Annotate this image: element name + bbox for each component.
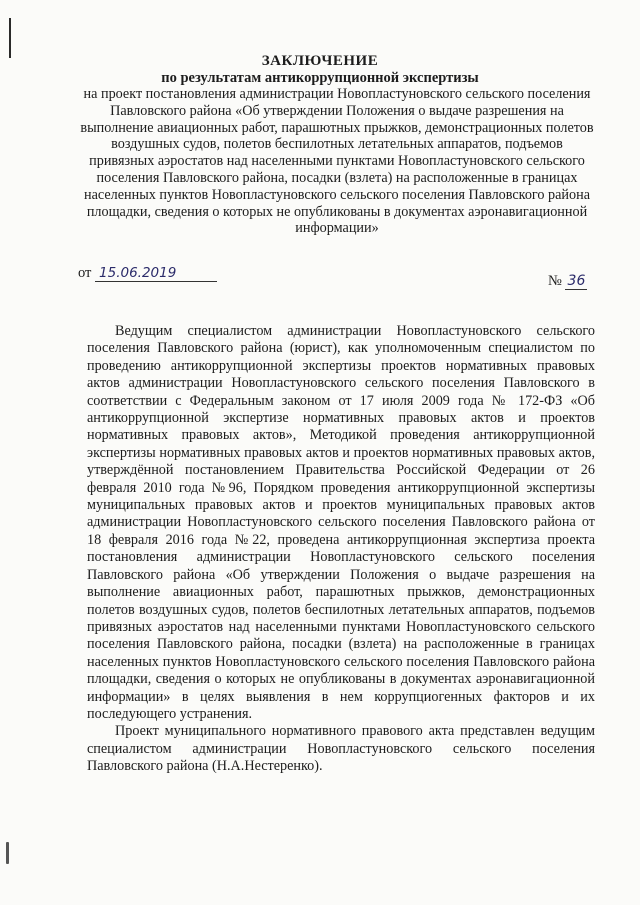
document-subtitle: по результатам антикоррупционной экспертизы (161, 70, 479, 86)
document-body (87, 323, 595, 776)
body-paragraph: Ведущим специалистом администрации Новопластуновского сельского поселения Павловского района (юрист), как уполномоченным специалистом по проведению антикоррупционной экспертизы проектов нормативных правовых актов администрации Новопластуновского сельского поселения Павловского в соответствии с Федеральным законом от 17 июля 2009 года № 172-ФЗ «Об антикоррупционной экспертизе нормативных правовых актов и проектов нормативных правовых актов», Методикой проведения антикоррупционной экспертизы нормативных правовых актов и проектов нормативных правовых актов, утверждённой постановлением Правительства Российской Федерации от 26 февраля 2010 года №96, Порядком проведения антикоррупционной экспертизы муниципальных правовых актов и проектов муниципальных правовых актов администрации Новопластуновского сельского поселения Павловского района от 18 февраля 2016 года №22, проведена антикоррупционная экспертиза проекта постановления администрации Новопластуновского сельского поселения Павловского района «Об утверждении Положения о выдаче разрешения на выполнение авиационных работ, парашютных прыжков, демонстрационных полетов воздушных судов, полетов беспилотных летательных аппаратов, подъемов привязных аэростатов над населенными пунктами Новопластуновского сельского поселения Павловского района, посадки (взлета) на расположенные в границах населенных пунктов Новопластуновского сельского поселения Павловского района площадки, сведения о которых не опубликованы в документах аэронавигационной информации» в целях выявления в нем коррупциогенных факторов и их последующего устранения. (87, 323, 595, 722)
number-value: 36 (565, 273, 587, 290)
date-prefix: от (78, 265, 92, 281)
date-value: 15.06.2019 (95, 265, 217, 282)
number-prefix: № (548, 273, 562, 289)
scan-edge-mark (9, 18, 11, 58)
document-title: ЗАКЛЮЧЕНИЕ (261, 53, 379, 69)
body-paragraph: Проект муниципального нормативного правового акта представлен ведущим специалистом администрации Новопластуновского сельского поселения Павловского района (Н.А.Нестеренко). (87, 723, 595, 775)
document-heading-text: на проект постановления администрации Новопластуновского сельского поселения Павловского района «Об утверждении Положения о выдаче разрешения на выполнение авиационных работ, парашютных прыжков, демонстрационных полетов воздушных судов, полетов беспилотных летательных аппаратов, подъемов привязных аэростатов над населенными пунктами Новопластуновского сельского поселения Павловского района, посадки (взлета) на расположенные в границах населенных пунктов Новопластуновского сельского поселения Павловского района площадки, сведения о которых не опубликованы в документах аэронавигационной информации» (80, 86, 594, 237)
number-row (548, 273, 587, 290)
date-row (78, 265, 217, 282)
scan-edge-mark (6, 842, 9, 864)
